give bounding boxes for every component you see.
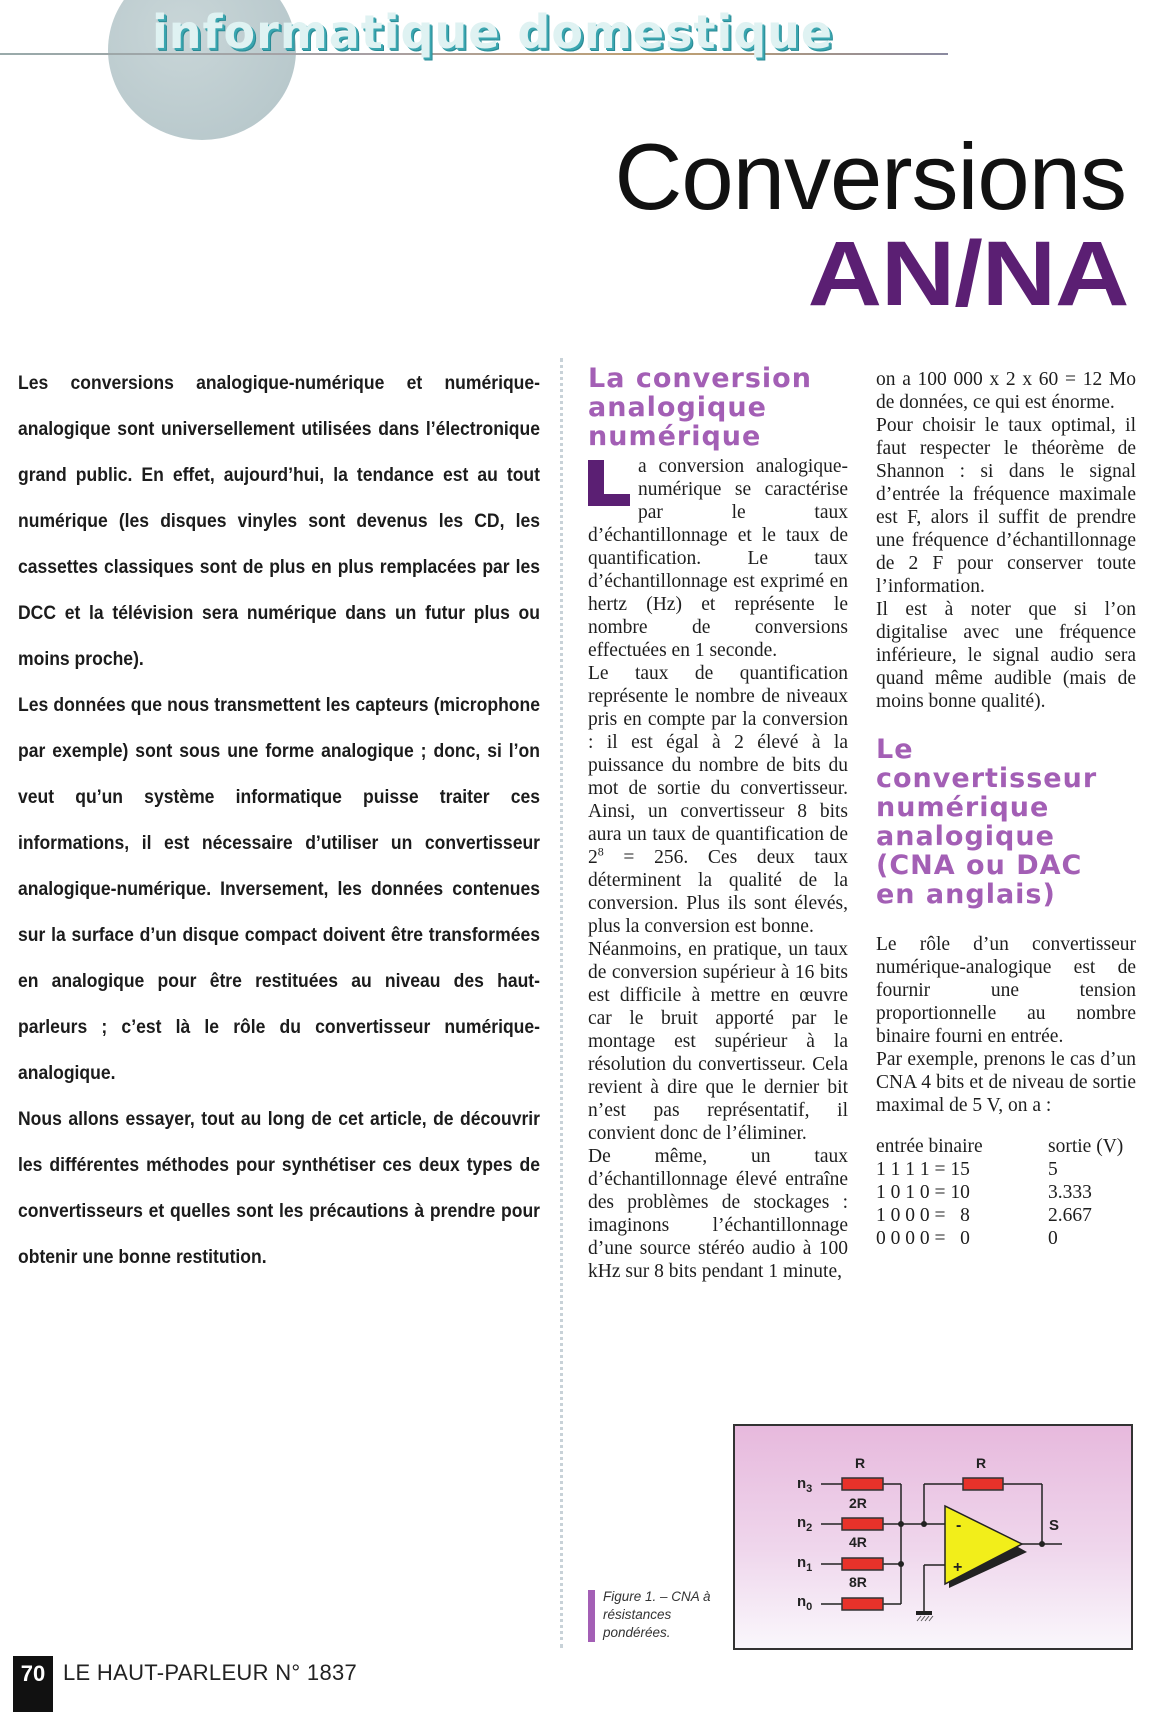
resistor-8r-label: 8R (849, 1574, 867, 1590)
input-n1-label: $n_1$ (797, 1554, 813, 1574)
article-subtitle: AN/NA (807, 223, 1128, 325)
intro-paragraph: Nous allons essayer, tout au long de cet article, de découvrir les différentes méthodes pour synthétiser ces deux types de convertisseurs et quelles sont les précautions à prendre pour obtenir une bonne restitution. (18, 1108, 540, 1268)
body-column-3 (876, 368, 1136, 1250)
page-number: 70 (13, 1656, 53, 1712)
intro-paragraph: Les conversions analogique-numérique et numérique-analogique sont universellement utilisées dans l’électronique grand public. En effet, aujourd’hui, la tendance est au tout numérique (les disques vinyles sont devenus les CD, les cassettes classiques sont de plus en plus remplacées par les DCC et la télévision sera numérique dans un futur plus ou moins proche). (18, 372, 540, 670)
input-n0-label: $n_0$ (797, 1593, 813, 1613)
section-rubric: informatique domestique (152, 5, 834, 59)
body-paragraph: on a 100 000 x 2 x 60 = 12 Mo de données, ce qui est énorme. (876, 369, 1136, 413)
table-row: 1 1 1 1 = 15 5 (876, 1159, 1058, 1180)
resistor-r (842, 1478, 883, 1490)
table-row: 1 0 0 0 = 8 2.667 (876, 1205, 1092, 1226)
table-row: 0 0 0 0 = 0 0 (876, 1228, 1058, 1249)
intro-paragraph: Les données que nous transmettent les capteurs (microphone par exemple) sont sous une forme analogique ; donc, si l’on veut qu’un système informatique puisse traiter ces informations, il est nécessaire d’utiliser un convertisseur analogique-numérique. Inversement, les données contenues sur la surface d’un disque compact doivent être transformées en analogique pour être restituées au niveau des haut-parleurs ; c’est là le rôle du convertisseur numérique-analogique. (18, 694, 540, 1084)
column-divider (560, 358, 563, 1648)
input-n2-label: $n_2$ (797, 1514, 813, 1534)
resistor-8r (842, 1598, 883, 1610)
resistor-2r-label: 2R (849, 1495, 867, 1511)
table-header-row: entrée binaire sortie (V) (876, 1136, 1124, 1157)
feedback-resistor-label: R (976, 1455, 987, 1471)
caption-accent-bar (588, 1590, 595, 1642)
resistor-4r-label: 4R (849, 1534, 867, 1550)
input-n3-label: $n_3$ (797, 1475, 813, 1495)
output-s-label: S (1049, 1517, 1060, 1534)
body-paragraph: Néanmoins, en pratique, un taux de conversion supérieur à 16 bits est difficile à mettre en œuvre car le bruit apporté par le montage est supérieur à la résolution du convertisseur. Cela revient à dire que le dernier bit n’est pas représentatif, il convient donc de l’éliminer. (588, 939, 848, 1144)
weighted-resistor-dac-schematic (735, 1426, 1131, 1648)
resistor-4r (842, 1558, 883, 1570)
intro-column (18, 360, 540, 1280)
section-heading: Le convertisseur numérique analogique (CNA ou DAC en anglais) (876, 734, 1098, 910)
resistor-r-label: R (855, 1455, 866, 1471)
dropcap-letter-l (588, 460, 630, 502)
body-paragraph: Le rôle d’un convertisseur numérique-analogique est de fournir une tension proportionnelle au nombre binaire fourni en entrée. (876, 934, 1136, 1047)
body-paragraph: Pour choisir le taux optimal, il faut respecter le théorème de Shannon : si dans le signal d’entrée la fréquence maximale est F, alors il suffit de prendre une fréquence d’échantillonnage de 2 F pour conserver toute l’information. (876, 415, 1136, 597)
magazine-issue: LE HAUT-PARLEUR N° 1837 (63, 1660, 358, 1685)
dac-values-table (876, 1135, 1123, 1250)
body-paragraph: Par exemple, prenons le cas d’un CNA 4 bits et de niveau de sortie maximal de 5 V, on a : (876, 1049, 1136, 1116)
article-title: Conversions (614, 124, 1126, 229)
body-paragraph: Il est à noter que si l’on digitalise avec une fréquence inférieure, le signal audio sera quand même audible (mais de moins bonne qualité). (876, 599, 1136, 712)
table-row: 1 0 1 0 = 10 3.333 (876, 1182, 1092, 1203)
figure-dac-circuit (733, 1424, 1133, 1650)
body-paragraph: a conversion analogique-numérique se caractérise par le taux d’échantillonnage et le taux de quantification. Le taux d’échantillonnage est exprimé en hertz (Hz) et représente le nombre de conversions effectuées en 1 seconde. (588, 456, 848, 661)
opamp-minus: - (956, 1517, 962, 1534)
opamp-plus: + (953, 1559, 963, 1576)
body-paragraph: Le taux de quantification représente le nombre de niveaux pris en compte par la conversion : il est égal à 2 élevé à la puissance du nombre de bits du mot de sortie du convertisseur. Ainsi, un convertisseur 8 bits aura un taux de quantification de $2^8 = 256$. Ces deux taux déterminent la qualité de la conversion. Plus ils sont élevés, plus la conversion est bonne. (588, 663, 848, 937)
body-column-2 (588, 364, 848, 1283)
feedback-resistor (963, 1478, 1003, 1490)
section-heading: La conversion analogique numérique (588, 363, 812, 452)
ground-icon (916, 1611, 932, 1615)
figure-caption: Figure 1. – CNA à résistances pondérées. (603, 1589, 711, 1640)
resistor-2r (842, 1518, 883, 1530)
body-paragraph: De même, un taux d’échantillonnage élevé entraîne des problèmes de stockages : imaginons l’échantillonnage d’une source stéréo audio à 100 kHz sur 8 bits pendant 1 minute, (588, 1146, 848, 1282)
